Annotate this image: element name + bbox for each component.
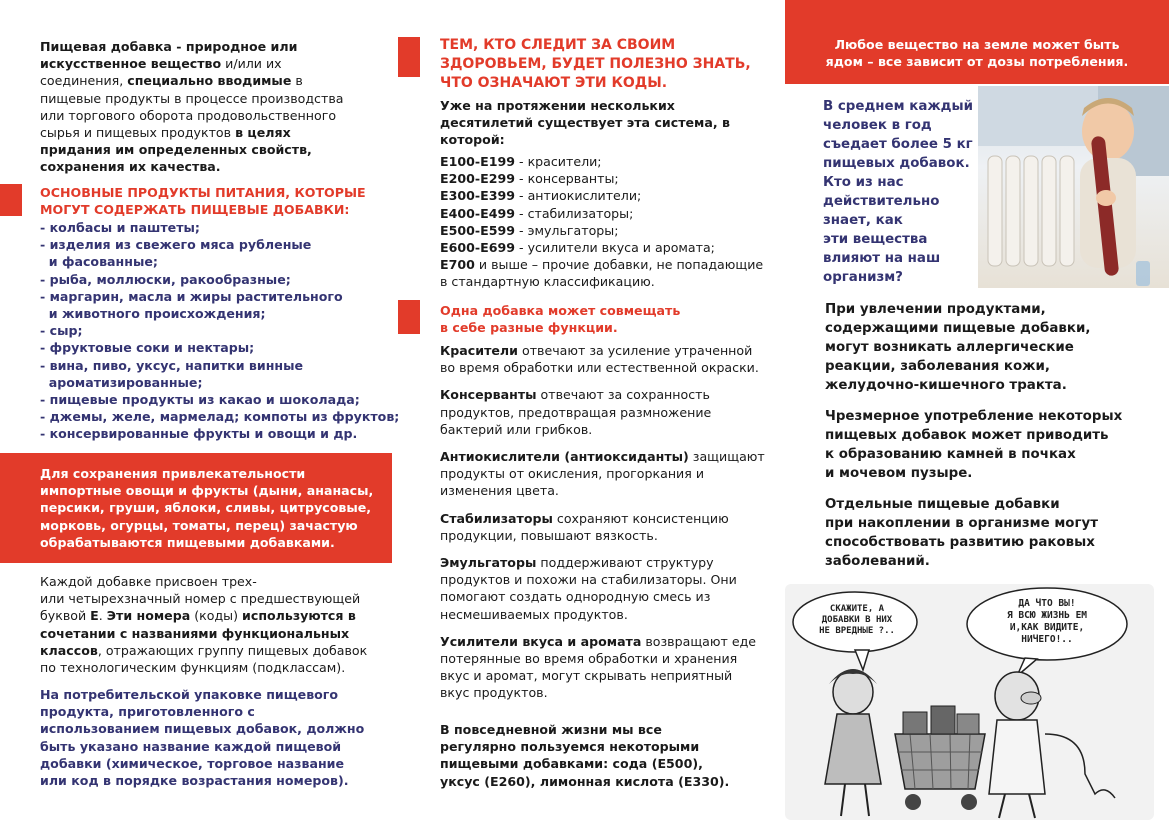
question-line: человек в год [823,118,932,133]
product-item: - рыба, моллюски, ракообразные; [40,271,291,287]
code-item [440,170,765,187]
effect-line: пищевых добавок может приводить [825,428,1109,443]
function-paragraph [440,633,765,702]
functions-heading [440,302,740,336]
codes-heading-line: ТЕМ, КТО СЛЕДИТ ЗА СВОИМ [440,37,676,53]
banner-line: Любое вещество на земле может быть [834,37,1120,52]
question-line: действительно [823,194,940,209]
function-term: Стабилизаторы [440,510,553,526]
question-line: В среднем каждый [823,99,973,114]
banner-line: ядом – все зависит от дозы потребления. [825,54,1129,70]
question-line: организм? [823,270,903,285]
child-photo-illustration [978,86,1169,288]
code-range: Е500-Е599 [440,222,516,238]
product-item: - колбасы и паштеты; [40,220,200,235]
system-intro: Уже на протяжении нескольких десятилетий существует эта система, в которой: [440,98,730,148]
function-term: Красители [440,343,518,358]
product-item: и фасованные; [40,254,158,270]
dose-banner [785,0,1169,84]
effect-paragraph [825,300,1160,395]
product-item: и животного происхождения; [40,306,266,322]
code-range: Е200-Е299 [440,171,516,187]
code-item [440,187,765,204]
question-line: пищевых добавок. [823,156,970,171]
text-run: в пищевые продукты в процессе производства или торгового оборота продовольственного сырья и пищевых продуктов [40,73,344,141]
functions-list [440,342,765,712]
question-line: Кто из нас [823,175,904,190]
effect-paragraph [825,407,1160,483]
effect-line: Отдельные пищевые добавки [825,497,1060,512]
function-description: защищают продукты от окисления, прогоркания и изменения цвета. [440,449,765,499]
everyday-paragraph: В повседневной жизни мы все регулярно пользуемся некоторыми пищевыми добавками: сода (Е500), уксус (Е260), лимонная кислота (Е330). [440,722,730,789]
code-description: - антиокислители; [515,188,642,204]
banner-line: морковь, огурцы, томаты, перец) зачастую [40,517,358,533]
bubble-line: ДОБАВКИ В НИХ [821,615,893,625]
codes-heading-line: ЧТО ОЗНАЧАЮТ ЭТИ КОДЫ. [440,75,668,91]
products-heading [40,184,385,218]
effect-line: Чрезмерное употребление некоторых [825,409,1123,424]
function-paragraph [440,554,765,623]
code-item [440,205,765,222]
red-square-marker [0,184,22,216]
effect-line: могут возникать аллергические [825,340,1074,355]
effect-line: При увлечении продуктами, [825,302,1046,317]
code-description: - красители; [515,154,602,169]
function-term: Консерванты [440,387,537,403]
function-paragraph [440,448,765,500]
text-run: используются в сочетании с названиями функциональных классов [40,608,356,658]
codes-heading [440,36,760,93]
function-term: Усилители вкуса и аромата [440,633,642,649]
code-description: - эмульгаторы; [515,222,619,238]
code-range: Е600-Е699 [440,240,516,256]
code-item [440,256,765,290]
code-range: Е300-Е399 [440,188,516,204]
code-range: Е700 [440,257,475,273]
text-run: Эти номера [106,608,191,624]
text-run: (коды) [190,608,243,624]
bubble-line: И,КАК ВИДИТЕ, [1009,622,1085,633]
code-description: - стабилизаторы; [515,205,634,221]
text-run: Е [90,608,99,624]
function-description: сохраняют консистенцию продукции, повышают вязкость. [440,510,729,543]
effect-line: способствовать развитию раковых [825,535,1095,550]
function-paragraph [440,510,765,544]
fruit-banner [0,453,392,563]
child-photo [978,86,1169,288]
code-item [440,239,765,256]
function-description: отвечают за сохранность продуктов, предотвращая размножение бактерий или грибков. [440,387,712,437]
code-item [440,222,765,239]
product-item: - консервированные фрукты и овощи и др. [40,426,358,442]
question-line: эти вещества [823,232,928,247]
question-block [823,97,978,287]
products-heading-line: ОСНОВНЫЕ ПРОДУКТЫ ПИТАНИЯ, КОТОРЫЕ [40,185,366,200]
effect-line: содержащими пищевые добавки, [825,321,1091,336]
effect-line: реакции, заболевания кожи, [825,359,1050,374]
bubble-right-text [981,598,1113,646]
functions-heading-line: в себе разные функции. [440,320,618,336]
product-item: - маргарин, масла и жиры растительного [40,288,343,304]
products-list [40,219,400,443]
effect-line: желудочно-кишечного тракта. [825,378,1067,393]
text-run: и/или их соединения, [40,56,282,89]
product-item: - фруктовые соки и нектары; [40,340,255,356]
bubble-line: НЕ ВРЕДНЫЕ ?.. [819,626,895,636]
effect-line: при накоплении в организме могут [825,516,1098,531]
function-term: Эмульгаторы [440,555,537,571]
function-paragraph [440,342,765,376]
effects-block [825,300,1160,583]
bubble-line: СКАЖИТЕ, А [829,604,885,614]
effect-line: заболеваний. [825,554,930,569]
question-line: знает, как [823,213,903,228]
code-range: Е400-Е499 [440,205,516,221]
function-term: Антиокислители (антиоксиданты) [440,449,689,465]
banner-line: персики, груши, яблоки, сливы, цитрусовые, [40,500,372,516]
function-description: поддерживают структуру продуктов и похожи на стабилизаторы. Они помогают создать однородную смесь из несмешиваемых продуктов. [440,555,737,622]
definition-paragraph [40,38,358,176]
product-item: - пищевые продукты из какао и шоколада; [40,392,360,408]
red-square-marker [398,300,420,334]
products-heading-line: МОГУТ СОДЕРЖАТЬ ПИЩЕВЫЕ ДОБАВКИ: [40,202,350,218]
product-item: - джемы, желе, мармелад; компоты из фруктов; [40,409,400,425]
codes-list [440,153,765,291]
product-item: ароматизированные; [40,374,203,390]
banner-line: импортные овощи и фрукты (дыни, ананасы, [40,483,374,499]
product-item: - сыр; [40,323,83,339]
text-run: , отражающих группу пищевых добавок по технологическим функциям (подклассам). [40,642,368,676]
functions-heading-line: Одна добавка может совмещать [440,303,681,318]
bubble-left-text [807,604,907,637]
bubble-line: ДА ЧТО ВЫ! [1018,598,1076,609]
banner-line: Для сохранения привлекательности [40,466,306,481]
product-item: - изделия из свежего мяса рубленые [40,237,312,253]
function-paragraph [440,386,765,438]
product-item: - вина, пиво, уксус, напитки винные [40,357,304,373]
text-run: в целях придания им определенных свойств, сохранения их качества. [40,125,312,175]
code-paragraph [40,573,370,676]
red-square-marker [398,37,420,77]
cartoon-illustration [785,584,1154,820]
bubble-line: НИЧЕГО!.. [1021,634,1073,645]
bubble-line: Я ВСЮ ЖИЗНЬ ЕМ [1006,610,1088,621]
text-run: Каждой добавке присвоен трех- или четырехзначный номер с предшествующей буквой [40,574,361,624]
package-paragraph: На потребительской упаковке пищевого продукта, приготовленного с использованием пищевых добавок, должно быть указано название каждой пищевой добавки (химическое, торговое название или код в порядке возрастания номеров). [40,687,365,789]
code-range: Е100-Е199 [440,154,516,169]
question-line: влияют на наш [823,251,941,266]
text-run: Пищевая добавка - природное или искусственное вещество [40,39,298,72]
code-description: - усилители вкуса и аромата; [515,240,715,256]
function-description: возвращают еде потерянные во время обработки и хранения вкус и аромат, могут скрывать неприятный вкус продуктов. [440,633,757,701]
effect-line: и мочевом пузыре. [825,466,973,481]
text-run: специально вводимые [127,73,292,89]
banner-line: обрабатываются пищевыми добавками. [40,534,335,550]
effect-paragraph [825,495,1160,571]
question-line: съедает более 5 кг [823,137,973,152]
code-item [440,153,765,170]
codes-heading-line: ЗДОРОВЬЕМ, БУДЕТ ПОЛЕЗНО ЗНАТЬ, [440,56,751,72]
function-description: отвечают за усиление утраченной во время обработки или естественной окраски. [440,343,759,376]
code-description: и выше – прочие добавки, не попадающие в стандартную классификацию. [440,257,764,290]
code-description: - консерванты; [515,171,619,187]
effect-line: к образованию камней в почках [825,447,1076,462]
text-run: . [98,608,107,624]
